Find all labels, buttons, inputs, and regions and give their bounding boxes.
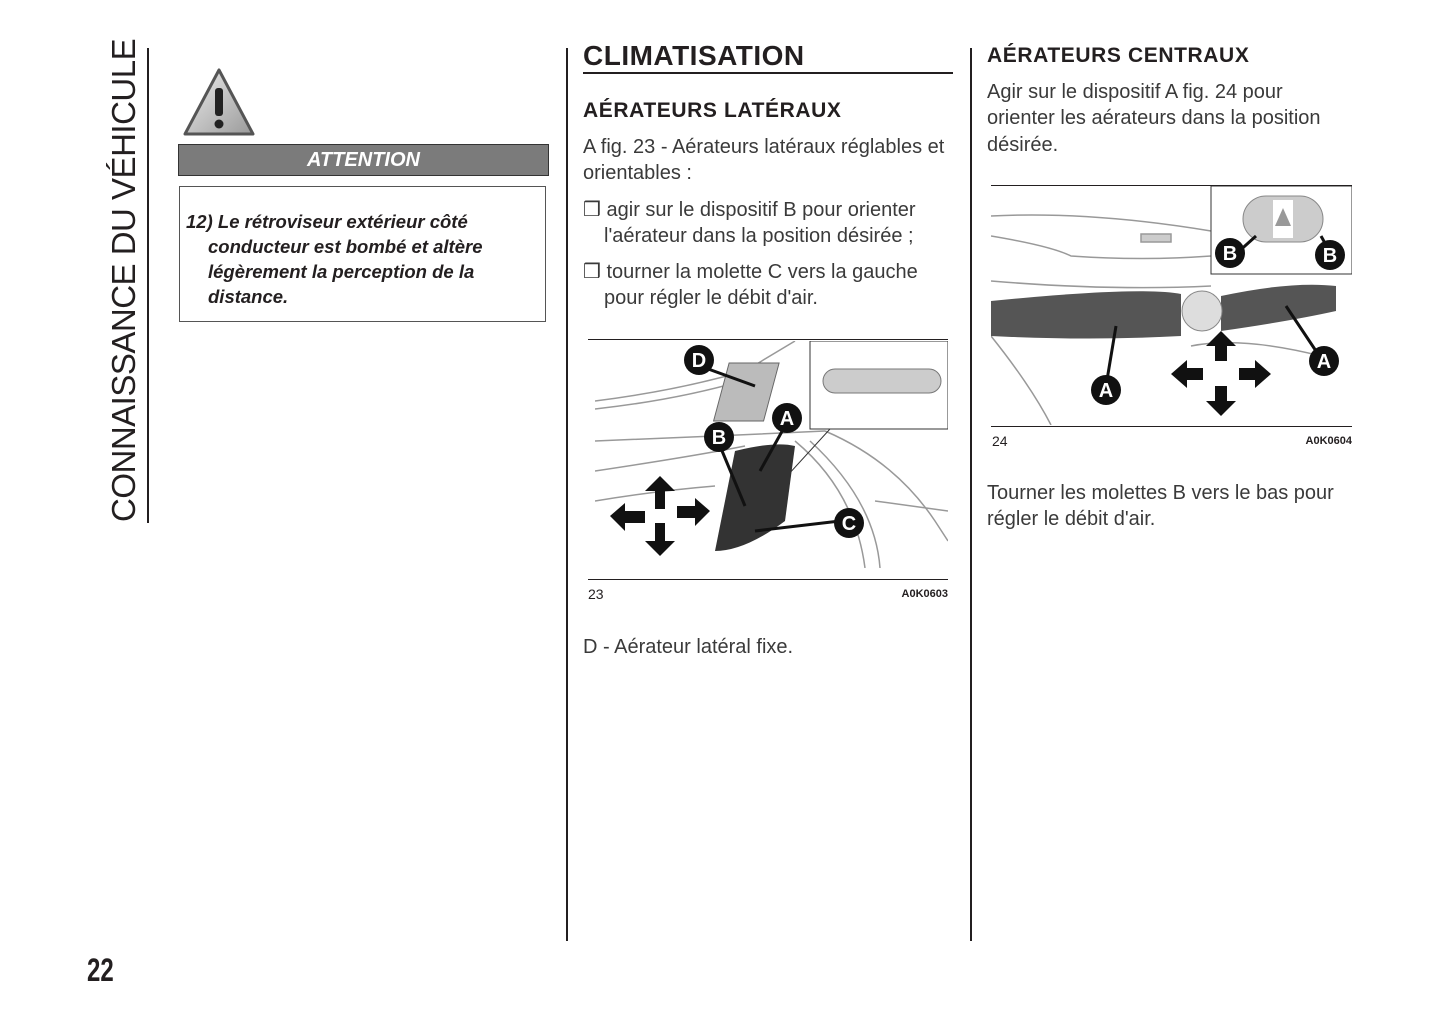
bullet-item: [583, 197, 953, 250]
warning-triangle-icon: [182, 66, 256, 140]
figure-23-lateral-vent: [595, 341, 948, 568]
warning-note-box: [179, 186, 546, 322]
figure-bottom-rule: [588, 579, 948, 580]
heading-climatisation: CLIMATISATION: [583, 40, 953, 74]
note-text: légèrement la perception de la: [208, 261, 475, 282]
label-A: A: [1098, 380, 1114, 402]
column-divider: [970, 48, 972, 941]
column3-intro: Agir sur le dispositif A fig. 24 pour orienter les aérateurs dans la position désirée.: [987, 81, 1321, 156]
subheading-central-vents: AÉRATEURS CENTRAUX: [987, 44, 1250, 67]
section-title-vertical: CONNAISSANCE DU VÉHICULE: [105, 38, 142, 522]
bullet-icon: ❒: [583, 261, 601, 284]
label-B: B: [1222, 243, 1238, 265]
page-number: 22: [87, 952, 114, 988]
label-D: D: [691, 350, 707, 372]
label-A: A: [779, 408, 795, 430]
figure-number: 24: [992, 433, 1008, 449]
figure-legend-text: Tourner les molettes B vers le bas pour régler le débit d'air.: [987, 482, 1334, 531]
column2-body: [583, 134, 953, 312]
figure-code: A0K0603: [901, 588, 948, 600]
label-B: B: [1322, 245, 1338, 267]
figure-bottom-rule: [991, 426, 1352, 427]
figure-24-central-vents: [991, 186, 1352, 425]
figure-number: 23: [588, 586, 604, 602]
note-text: distance.: [208, 286, 289, 307]
subheading-lateral-vents: AÉRATEURS LATÉRAUX: [583, 99, 842, 122]
column-divider: [566, 48, 568, 941]
intro-text: A fig. 23 - Aérateurs latéraux réglables et orientables :: [583, 136, 945, 185]
note-number: 12): [186, 211, 213, 232]
label-B: B: [711, 427, 727, 449]
label-A: A: [1316, 351, 1332, 373]
bullet-icon: ❒: [583, 198, 601, 221]
figure-code: A0K0604: [1305, 435, 1352, 447]
figure-top-rule: [588, 339, 948, 340]
bullet-item: [583, 259, 953, 312]
note-text: conducteur est bombé et altère: [208, 236, 483, 257]
bullet-text: agir sur le dispositif B pour orienter l'aérateur dans la position désirée ;: [604, 198, 916, 247]
section-title-rule: [147, 48, 149, 523]
attention-banner: ATTENTION: [178, 144, 549, 176]
note-text: Le rétroviseur extérieur côté: [217, 211, 468, 232]
bullet-text: tourner la molette C vers la gauche pour régler le débit d'air.: [604, 261, 918, 310]
label-C: C: [841, 513, 857, 535]
figure-legend-text: D - Aérateur latéral fixe.: [583, 636, 794, 658]
